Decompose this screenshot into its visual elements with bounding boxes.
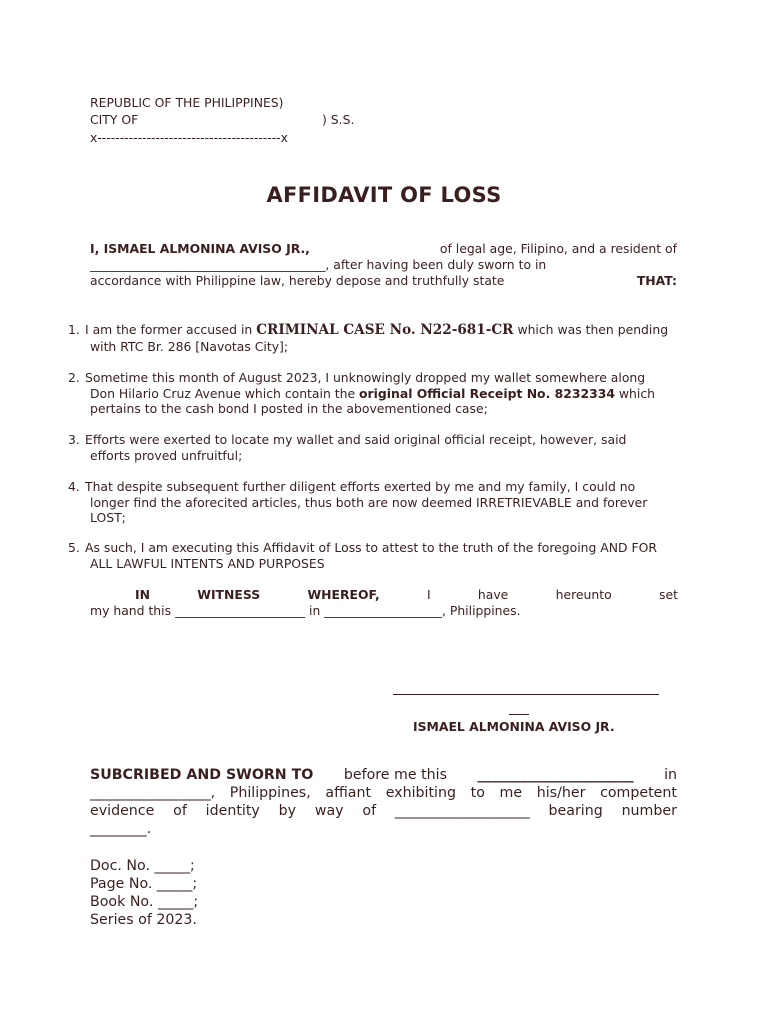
jurat-in: in <box>664 767 677 783</box>
intro-line-1-rest: of legal age, Filipino, and a resident of <box>439 241 677 256</box>
signature-line <box>393 694 659 695</box>
header-divider: x-----------------------------------------x <box>90 130 288 145</box>
witness-word: have <box>477 587 509 602</box>
series-year: Series of 2023. <box>90 912 197 928</box>
justified-word: to <box>470 785 485 801</box>
item-2-line-1: Sometime this month of August 2023, I unknowingly dropped my wallet somewhere along <box>85 370 646 385</box>
page-number: Page No. _____; <box>90 876 198 892</box>
justified-word: _________________, <box>90 785 216 801</box>
justified-word: me <box>499 785 523 801</box>
jurat-line-3 <box>90 802 677 820</box>
item-4-line-2: longer find the aforecited articles, thus both are now deemed IRRETRIEVABLE and forever <box>90 494 648 510</box>
residence-blank: ______________________________________ <box>90 257 326 272</box>
item-2-text-post: which <box>618 385 656 401</box>
list-item-3 <box>68 432 678 463</box>
witness-word: WHEREOF, <box>307 587 380 602</box>
item-3-line-2: efforts proved unfruitful; <box>90 447 243 463</box>
item-4-line-1: That despite subsequent further diligent efforts exerted by me and my family, I could no <box>85 479 636 494</box>
jurat-date-blank: ______________________ <box>477 767 634 783</box>
jurat-line-1 <box>90 766 677 784</box>
justified-word: number <box>621 803 677 819</box>
intro-line-1 <box>90 241 677 257</box>
criminal-case-number: CRIMINAL CASE No. N22-681-CR <box>256 322 514 338</box>
item-1-text-post: which was then pending <box>517 322 669 337</box>
city-label: CITY OF <box>90 112 139 127</box>
affiant-name: I, ISMAEL ALMONINA AVISO JR., <box>90 241 310 256</box>
item-5-line-2: ALL LAWFUL INTENTS AND PURPOSES <box>90 555 325 571</box>
list-item-4 <box>68 479 678 526</box>
intro-line-2-rest: , after having been duly sworn to in <box>325 257 547 272</box>
justified-word: of <box>362 803 377 819</box>
list-item-number: 1. <box>68 322 80 337</box>
list-item-number: 3. <box>68 432 80 447</box>
item-2-line-2 <box>90 386 678 402</box>
list-item-number: 5. <box>68 540 80 555</box>
ss-label: ) S.S. <box>322 112 355 127</box>
witness-word: I <box>426 587 431 602</box>
witness-line-1 <box>135 587 678 603</box>
jurat-line-2 <box>90 784 677 802</box>
book-number: Book No. _____; <box>90 894 199 910</box>
list-item-number: 2. <box>68 370 80 385</box>
item-2-text: Don Hilario Cruz Avenue which contain the <box>90 385 356 401</box>
republic-line: REPUBLIC OF THE PHILIPPINES) <box>90 95 284 110</box>
justified-word: Philippines, <box>229 785 311 801</box>
justified-word: by <box>278 803 297 819</box>
justified-word: way <box>314 803 344 819</box>
subscribed-sworn-label: SUBCRIBED AND SWORN TO <box>90 767 314 783</box>
witness-word: WITNESS <box>197 587 261 602</box>
item-2-line-3: pertains to the cash bond I posted in the abovementioned case; <box>90 401 488 417</box>
list-item-2 <box>68 370 678 417</box>
witness-word: hereunto <box>555 587 612 602</box>
doc-number: Doc. No. _____; <box>90 858 195 874</box>
item-3-line-1: Efforts were exerted to locate my wallet and said original official receipt, however, said <box>85 432 627 447</box>
witness-word: set <box>658 587 678 602</box>
document-title: AFFIDAVIT OF LOSS <box>266 183 502 207</box>
list-item-5 <box>68 540 678 571</box>
official-receipt-number: original Official Receipt No. 8232334 <box>359 385 615 401</box>
jurat-before-me: before me this <box>343 767 447 783</box>
justified-word: exhibiting <box>385 785 456 801</box>
item-5-line-1: As such, I am executing this Affidavit of Loss to attest to the truth of the foregoing AND FOR <box>85 540 658 555</box>
witness-line-2: my hand this _____________________ in ___________________, Philippines. <box>90 603 521 618</box>
justified-word: of <box>173 803 187 819</box>
justified-word: competent <box>600 785 677 801</box>
jurat-line-4: ________. <box>90 821 152 837</box>
that-label: THAT: <box>636 273 677 288</box>
list-item-number: 4. <box>68 479 80 494</box>
justified-word: affiant <box>325 785 372 801</box>
item-4-line-3: LOST; <box>90 510 126 526</box>
item-1-text: I am the former accused in <box>85 322 253 337</box>
signature-line-tail <box>509 714 529 715</box>
intro-line-3-text: accordance with Philippine law, hereby depose and truthfully state <box>90 273 505 288</box>
signatory-name: ISMAEL ALMONINA AVISO JR. <box>413 719 615 734</box>
justified-word: his/her <box>536 785 586 801</box>
justified-word: ___________________ <box>394 803 530 819</box>
witness-word: IN <box>135 587 150 602</box>
list-item-1 <box>68 322 678 354</box>
intro-line-3 <box>90 273 677 289</box>
justified-word: identity <box>205 803 260 819</box>
justified-word: evidence <box>90 803 155 819</box>
item-1-line-2: with RTC Br. 286 [Navotas City]; <box>90 338 289 354</box>
justified-word: bearing <box>548 803 603 819</box>
intro-line-2 <box>90 257 546 273</box>
